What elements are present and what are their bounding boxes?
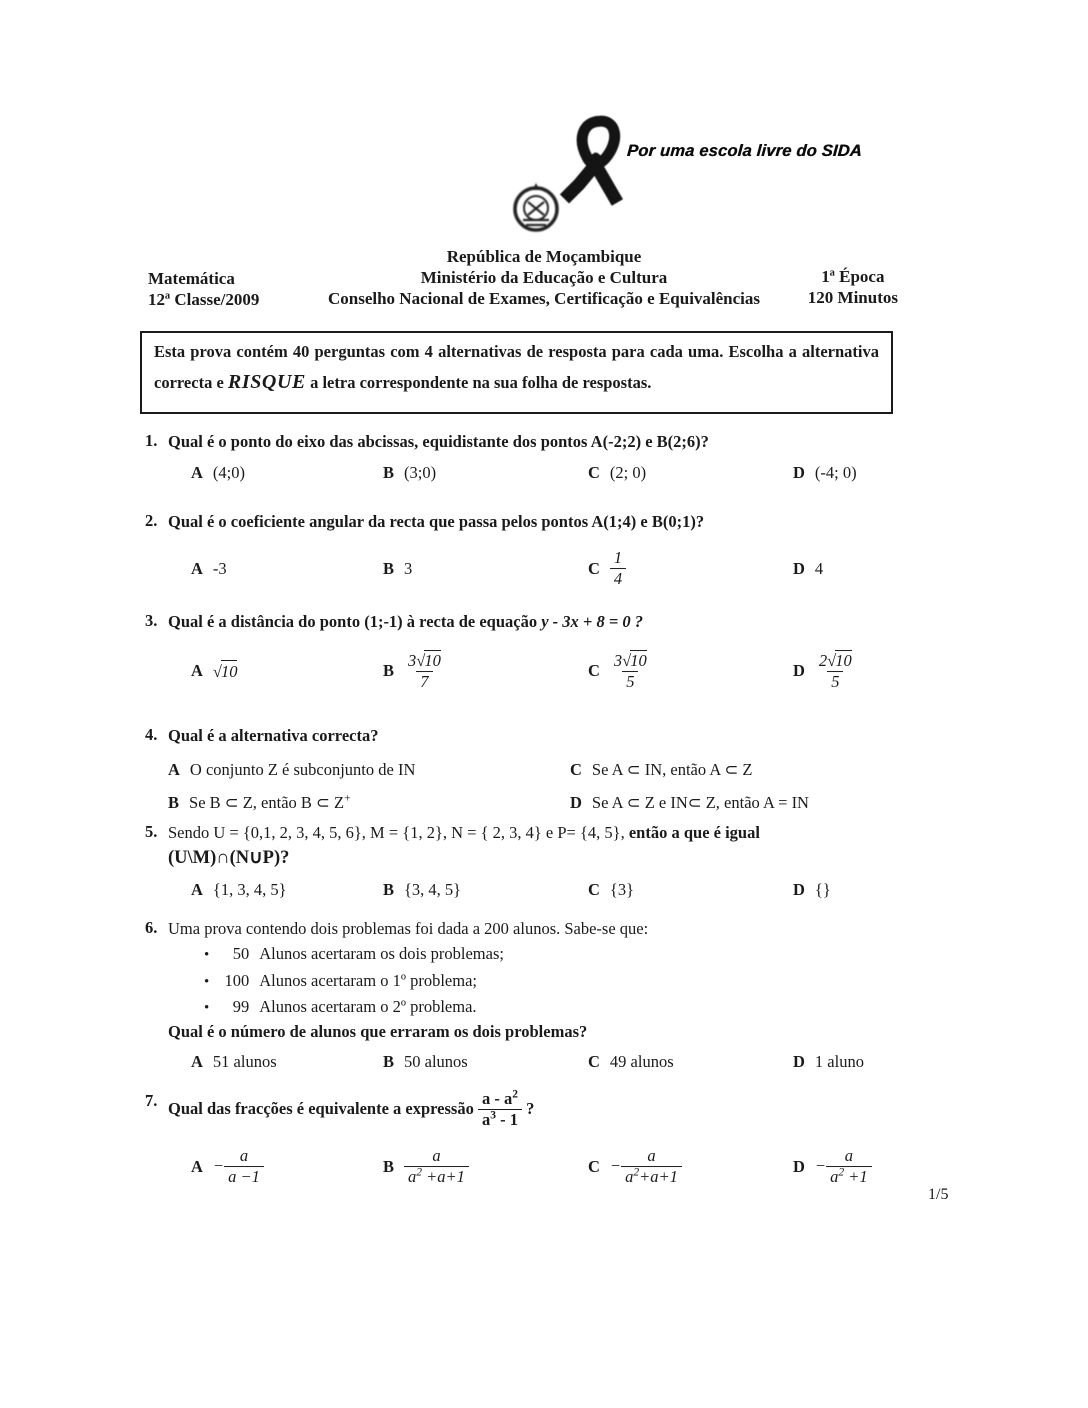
question-6-option-B (383, 1052, 468, 1072)
question-4-option-C (570, 760, 915, 780)
option-value: (4;0) (212, 462, 245, 482)
question-number: 1. (145, 431, 158, 450)
question-4 (145, 724, 915, 813)
question-text: (U\M)∩(N∪P)? (168, 847, 290, 868)
options-row (168, 1136, 915, 1198)
question-number: 3. (145, 610, 158, 630)
option-label: C (588, 1156, 600, 1176)
question-text: Sendo U = {0,1, 2, 3, 4, 5, 6}, M = {1, 2}, N = { 2, 3, 4} e P= {4, 5}, então a que é igual (168, 822, 760, 842)
question-text: Qual é a alternativa correcta? (168, 725, 379, 745)
question-4-option-D (570, 793, 915, 813)
council-name: Conselho Nacional de Exames, Certificação e Equivalências (327, 289, 761, 309)
question-7-option-A (191, 1147, 264, 1187)
question-4-option-A (168, 760, 570, 780)
option-value: 1 aluno (814, 1052, 864, 1072)
option-label: A (191, 1156, 203, 1176)
option-value: {3, 4, 5} (404, 880, 462, 900)
question-6 (145, 917, 915, 1074)
instructions-text-1: Esta prova contém 40 perguntas com 4 alternativas de resposta para cada uma. Escolha a alternativa correcta e (154, 342, 879, 392)
exam-epoch: 1ª Época (821, 267, 885, 286)
question-number: 5. (145, 821, 158, 841)
option-label: C (588, 1052, 600, 1072)
header-right (808, 266, 898, 309)
option-label: C (588, 558, 600, 578)
question-3-option-B (383, 650, 445, 692)
option-label: B (383, 880, 395, 900)
question-text: Qual é o coeficiente angular da recta que passa pelos pontos A(1;4) e B(0;1)? (168, 511, 705, 531)
option-value: $\frac{1}{4}$ (610, 549, 626, 589)
question-5-option-B (383, 880, 461, 900)
question-5-option-D (793, 880, 831, 900)
option-label: A (168, 759, 180, 779)
question-5-option-C (588, 880, 634, 900)
option-label: D (793, 660, 805, 680)
option-label: A (191, 880, 203, 900)
option-value: √10 (212, 661, 238, 681)
option-value: Se A ⊂ Z e IN⊂ Z, então A = IN (591, 792, 809, 812)
question-2 (145, 510, 915, 598)
option-value: 49 alunos (609, 1052, 674, 1072)
option-value: − $\frac{a}{a^2+a+1}$ (610, 1147, 682, 1187)
slogan-text: Por uma escola livre do SIDA (626, 142, 863, 160)
question-3 (145, 610, 915, 702)
country-name: República de Moçambique (446, 247, 642, 266)
question-1-option-D (793, 463, 857, 483)
option-label: D (570, 792, 582, 812)
question-number: 4. (145, 724, 158, 744)
options-row (168, 540, 915, 598)
option-label: B (383, 558, 395, 578)
option-label: D (793, 1052, 805, 1072)
option-value: Se A ⊂ IN, então A ⊂ Z (591, 759, 753, 779)
option-value: 4 (814, 558, 824, 578)
option-value: 51 alunos (212, 1052, 277, 1072)
question-number: 7. (145, 1091, 158, 1111)
options-row (168, 1050, 915, 1074)
bullet-item: • 99 Alunos acertaram o 2º problema. (168, 994, 915, 1020)
option-label: B (383, 462, 395, 482)
option-value: -3 (212, 558, 227, 578)
question-5 (145, 821, 915, 904)
option-value: $\frac{3√10}{7}$ (408, 650, 441, 692)
option-label: D (793, 1156, 805, 1176)
bullet-icon: • (204, 947, 210, 964)
option-value: {3} (609, 880, 635, 900)
question-3-option-C (588, 650, 651, 692)
question-7-option-C (588, 1147, 682, 1187)
option-value: (2; 0) (609, 462, 647, 482)
question-7-option-B (383, 1147, 469, 1187)
option-value: {1, 3, 4, 5} (212, 880, 287, 900)
option-value: (-4; 0) (814, 462, 857, 482)
subject-name: Matemática (148, 269, 235, 288)
question-text: Uma prova contendo dois problemas foi dada a 200 alunos. Sabe-se que: (168, 919, 649, 939)
option-value: $\frac{3√10}{5}$ (613, 650, 647, 692)
option-value: O conjunto Z é subconjunto de IN (189, 759, 416, 779)
question-text: Qual é o número de alunos que erraram os dois problemas? (168, 1022, 588, 1042)
question-number: 6. (145, 918, 158, 938)
option-label: A (191, 660, 203, 680)
option-value: (3;0) (404, 462, 437, 482)
option-value: 50 alunos (404, 1052, 468, 1072)
mozambique-emblem-icon (508, 181, 564, 240)
option-label: B (383, 1052, 395, 1072)
bullet-icon: • (204, 973, 210, 990)
option-label: D (793, 462, 805, 482)
question-5-option-A (191, 880, 287, 900)
questions (145, 430, 915, 1198)
question-1 (145, 430, 915, 486)
option-value: − $\frac{a}{a -1}$ (213, 1147, 264, 1187)
question-6-option-A (191, 1052, 277, 1072)
option-value: Se B ⊂ Z, então B ⊂ Z+ (189, 792, 351, 812)
option-label: C (588, 880, 600, 900)
question-2-option-C (588, 549, 626, 589)
question-4-option-B (168, 793, 570, 813)
option-value: − $\frac{a}{a^2 +1}$ (815, 1147, 872, 1187)
question-2-option-D (793, 559, 823, 579)
option-label: C (588, 462, 600, 482)
question-7-option-D (793, 1147, 872, 1187)
bullet-icon: • (204, 999, 210, 1016)
options-row (168, 760, 915, 813)
option-label: A (191, 558, 203, 578)
instructions-box (140, 331, 893, 414)
option-value: $\frac{a}{a^2 +a+1}$ (404, 1147, 469, 1187)
question-1-option-C (588, 463, 646, 483)
option-label: A (191, 1052, 203, 1072)
exam-duration: 120 Minutos (807, 288, 898, 308)
option-value: $\frac{2√10}{5}$ (818, 650, 852, 692)
class-year: 12ª Classe/2009 (148, 290, 260, 310)
question-1-option-A (191, 463, 245, 483)
question-text: Qual é a distância do ponto (1;-1) à recta de equação y - 3x + 8 = 0 ? (168, 611, 643, 631)
question-2-option-A (191, 559, 227, 579)
page-number: 1/5 (928, 1186, 949, 1203)
question-text: Qual é o ponto do eixo das abcissas, equidistante dos pontos A(-2;2) e B(2;6)? (168, 432, 709, 451)
question-text: Qual das fracções é equivalente a expressão $\frac{a - a^2}{a^3 - 1}$ ? (168, 1088, 535, 1130)
question-3-option-A (191, 660, 237, 682)
option-label: B (383, 1156, 395, 1176)
question-7 (145, 1090, 915, 1198)
question-6-option-D (793, 1052, 864, 1072)
option-label: D (793, 558, 805, 578)
options-row (168, 877, 915, 903)
instructions-highlight: RISQUE (227, 370, 306, 393)
header-left (148, 268, 259, 310)
question-1-option-B (383, 463, 436, 483)
question-6-option-C (588, 1052, 674, 1072)
options-row (168, 640, 915, 702)
options-row (168, 460, 915, 486)
bullet-item: • 50 Alunos acertaram os dois problemas; (168, 941, 915, 967)
bullet-item: • 100 Alunos acertaram o 1º problema; (168, 968, 915, 994)
ministry-name: Ministério da Educação e Cultura (420, 268, 668, 288)
option-value: {} (814, 880, 831, 900)
option-label: A (191, 462, 203, 482)
question-3-option-D (793, 650, 856, 692)
option-label: C (588, 660, 600, 680)
instructions-text-2: a letra correspondente na sua folha de respostas. (305, 372, 652, 392)
option-label: D (793, 880, 805, 900)
option-label: B (383, 660, 395, 680)
question-2-option-B (383, 559, 412, 579)
option-label: B (168, 792, 180, 812)
option-label: C (570, 759, 582, 779)
option-value: 3 (404, 558, 413, 578)
question-number: 2. (145, 510, 158, 530)
